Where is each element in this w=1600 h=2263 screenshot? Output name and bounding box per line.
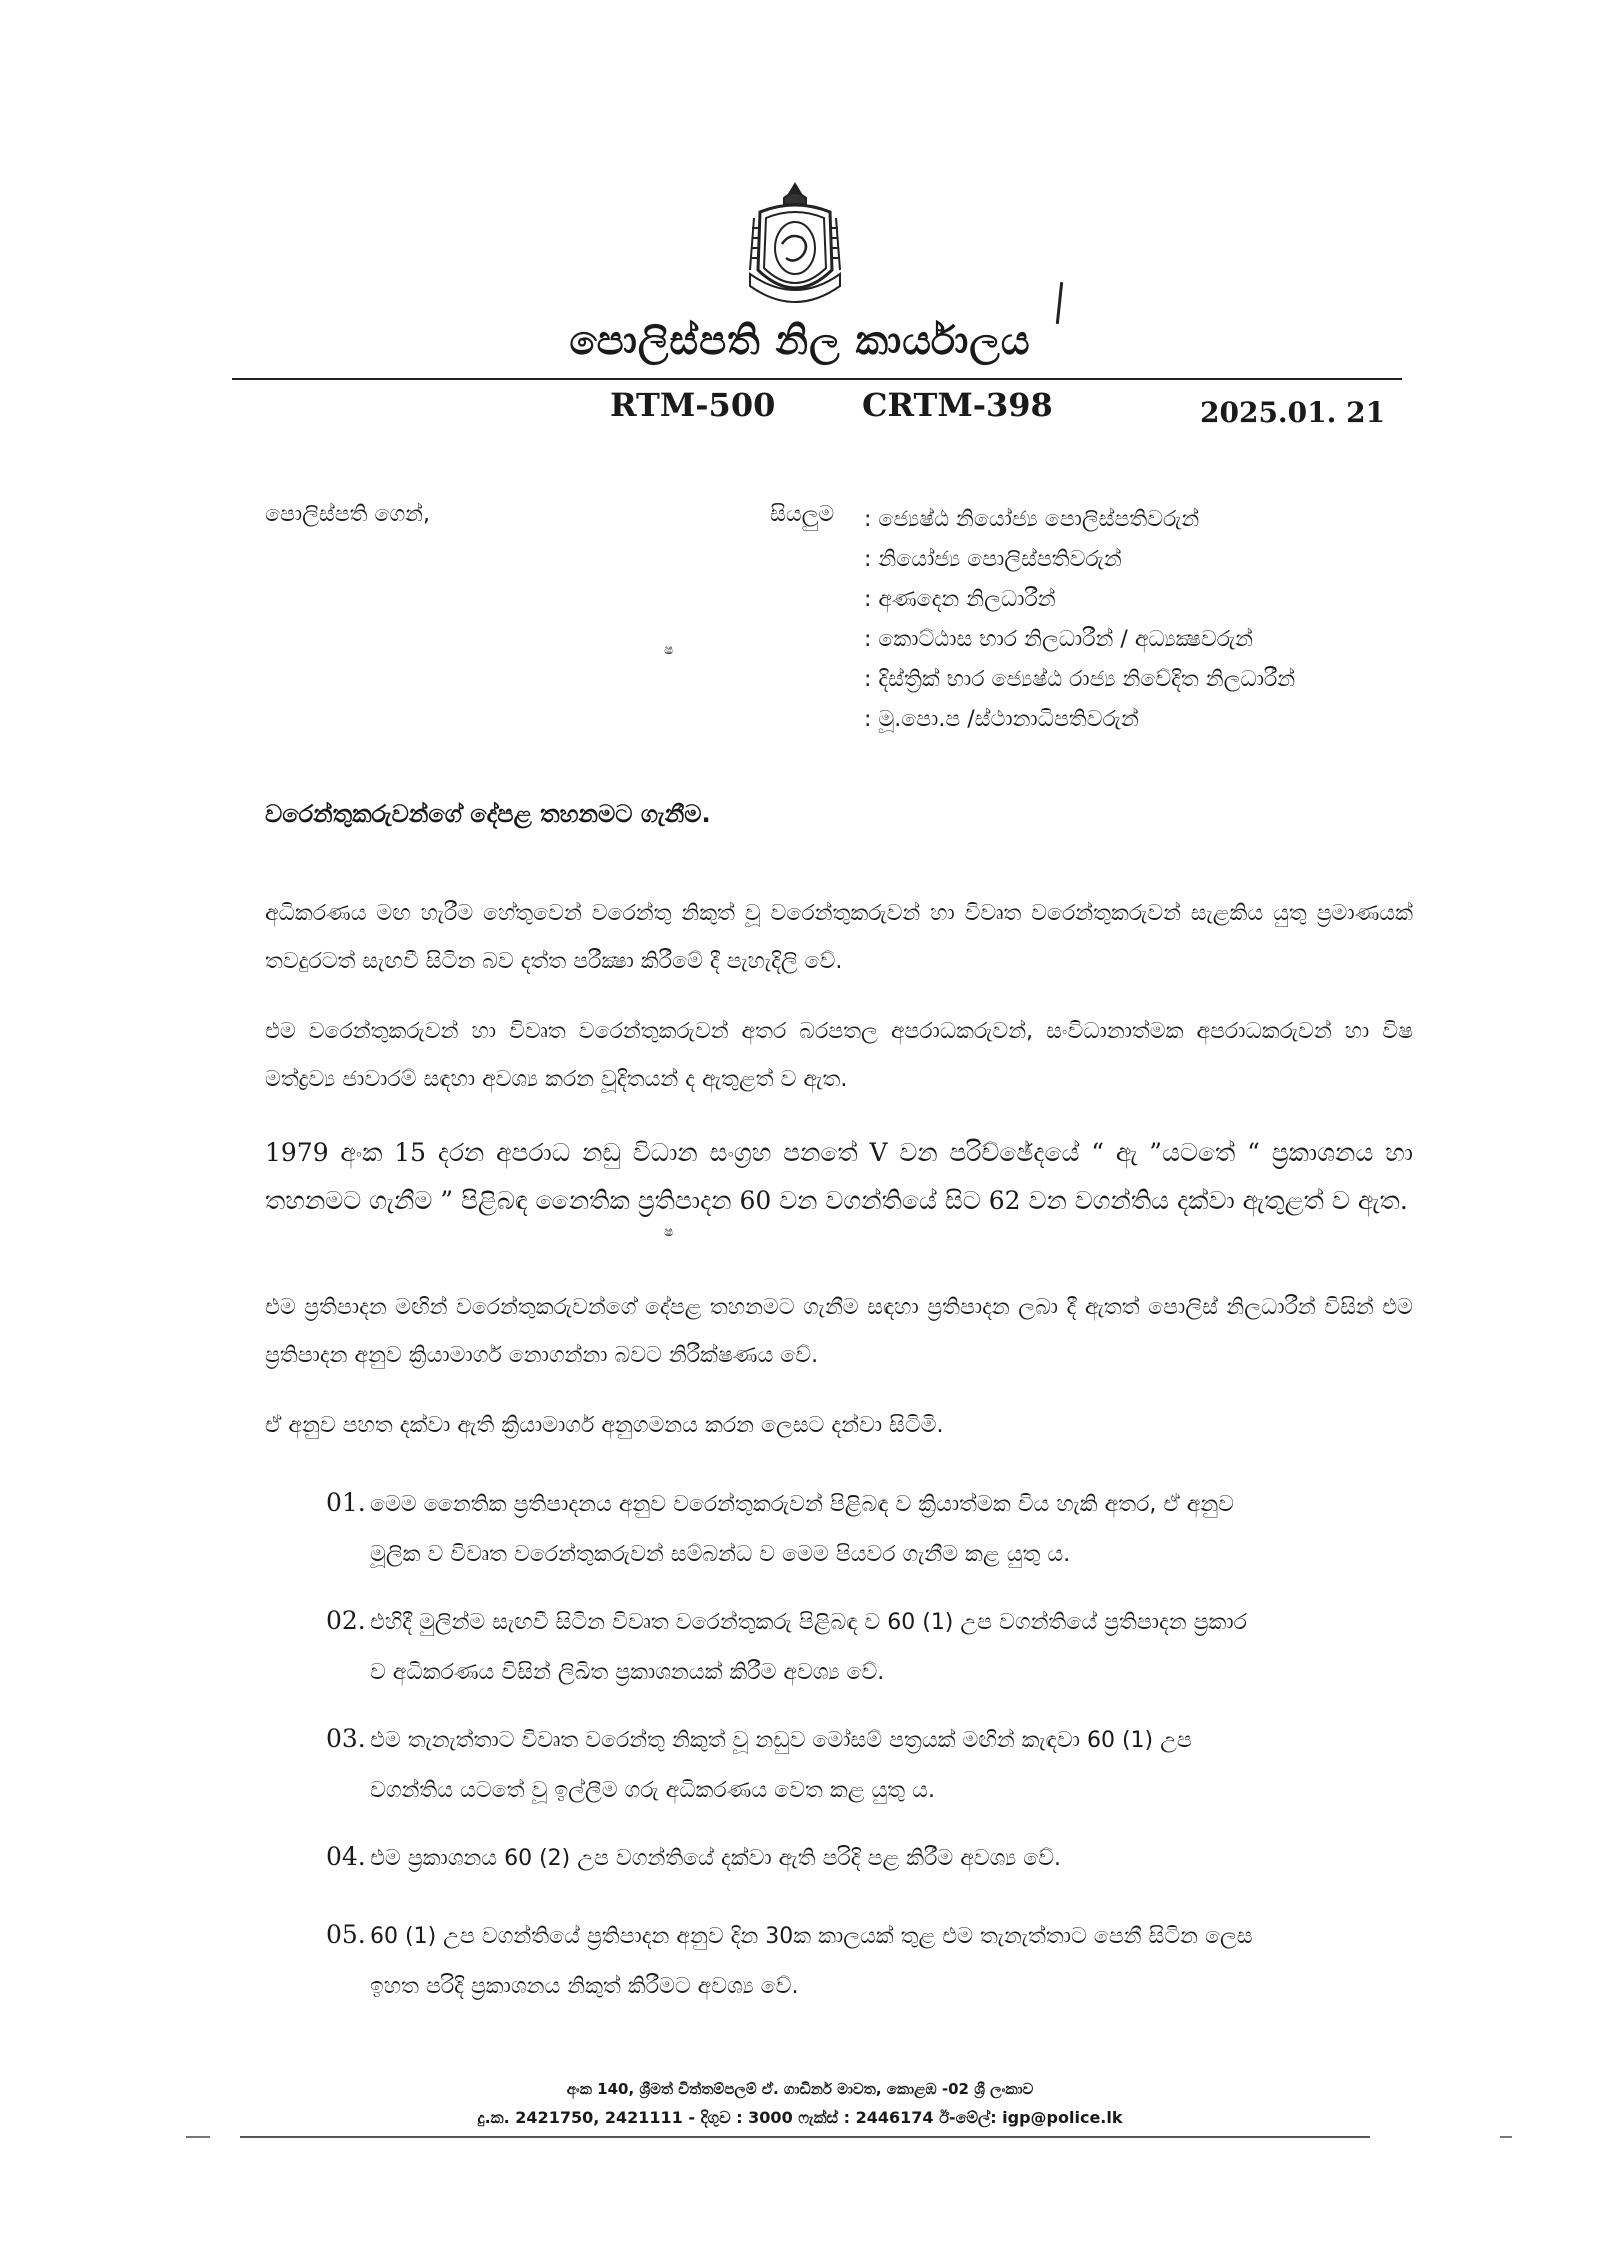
- scan-speck: ෂ: [664, 1224, 674, 1240]
- item-text-continued: වගන්තිය යටතේ වූ ඉල්ලීම ගරු අධිකරණය වෙත කළ යුතු ය.: [370, 1778, 935, 1803]
- body-paragraph: එම ප්‍රතිපාදන මඟින් වරෙන්තුකරුවන්ගේ දේපළ තහනමට ගැනීම සඳහා ප්‍රතිපාදන ලබා දී ඇතත් පොලිස් නිලධාරීන් විසින් එම ප්‍රතිපාදන අනුව ක්‍රියාමාර්ග නොගන්නා බවට නිරීක්ෂණය වේ.: [265, 1295, 1413, 1368]
- item-text: එම ප්‍රකාශනය 60 (2) උප වගන්තියේ දක්වා ඇති පරිදි පළ කිරීම අවශ්‍ය වේ.: [370, 1846, 1062, 1871]
- body-paragraph: 1979 අංක 15 දරන අපරාධ නඩු විධාන සංග්‍රහ පනතේ V වන පරිච්ඡේදයේ “ ඇ ”යටතේ “ ප්‍රකාශනය හා තහනමට ගැනීම ” පිළිබඳ නෛතික ප්‍රතිපාදන 60 වන වගන්තියේ සිට 62 වන වගන්තිය දක්වා ඇතුළත් ව ඇත.: [265, 1138, 1413, 1215]
- scan-edge-mark: [186, 2136, 210, 2138]
- header-divider: [232, 378, 1402, 380]
- numbered-item: [326, 1596, 1416, 1698]
- subject-heading: වරෙන්තුකරුවන්ගේ දේපළ තහනමට ගැනීම.: [265, 800, 711, 828]
- recipient-item: : ජ්‍යෙෂ්ඨ නියෝජ්‍ය පොලිස්පතිවරුන්: [864, 507, 1200, 532]
- numbered-item: [326, 1832, 1416, 1884]
- recipient-item: : දිස්ත්‍රික් භාර ජ්‍යෙෂ්ඨ රාජ්‍ය නිවේදිත නිලධාරීන්: [864, 667, 1296, 692]
- numbered-item: [326, 1714, 1416, 1816]
- reference-number-rtm: RTM-500: [610, 386, 776, 424]
- numbered-item: [326, 1910, 1416, 2012]
- recipient-item: : කොට්ඨාස භාර නිලධාරීන් / අධ්‍යක්‍ෂවරුන්: [864, 627, 1253, 652]
- item-number: 03.: [326, 1724, 366, 1753]
- item-text: මෙම නෛතික ප්‍රතිපාදනය අනුව වරෙන්තුකරුවන් පිළිබඳ ව ක්‍රියාත්මක විය හැකි අතර, ඒ අනුව: [370, 1492, 1234, 1517]
- footer-contacts: දු.ක. 2421750, 2421111 - දිගුව : 3000 ෆැක්ස් : 2446174 ඊ-මේල්: igp@police.lk: [477, 2108, 1123, 2127]
- item-number: 05.: [326, 1920, 366, 1949]
- recipient-item: : නියෝජ්‍ය පොලිස්පතිවරුන්: [864, 547, 1122, 572]
- recipients-list: [864, 500, 1295, 740]
- item-text: 60 (1) උප වගන්තියේ ප්‍රතිපාදන අනුව දින 30ක කාලයක් තුළ එම තැනැත්තාට පෙනී සිටින ලෙස: [370, 1924, 1253, 1949]
- footer-address: අංක 140, ශ්‍රීමත් චිත්තම්පලම් ඒ. ගාඩිනර් මාවත, කොළඹ -02 ශ්‍රී ලංකාව: [566, 2080, 1034, 2098]
- footer-divider: [240, 2136, 1370, 2138]
- sender-line: පොලිස්පති ගෙන්,: [265, 502, 431, 527]
- item-text-continued: මූලික ව විවෘත වරෙන්තුකරුවන් සම්බන්ධ ව මෙම පියවර ගැනීම කළ යුතු ය.: [370, 1542, 1071, 1567]
- recipient-item: : අණදෙන නිලධාරීන්: [864, 587, 1056, 612]
- item-number: 04.: [326, 1842, 366, 1871]
- body-paragraph: ඒ අනුව පහත දක්වා ඇති ක්‍රියාමාර්ග අනුගමනය කරන ලෙසට දන්වා සිටිමි.: [265, 1413, 944, 1438]
- body-paragraph: එම වරෙන්තුකරුවන් හා විවෘත වරෙන්තුකරුවන් අතර බරපතල අපරාධකරුවන්, සංවිධානාත්මක අපරාධකරුවන් හා විෂ මත්ද්‍රව්‍ය ජාවාරම් සඳහා අවශ්‍ය කරන වූදිතයන් ද ඇතුළත් ව ඇත.: [265, 1019, 1413, 1092]
- item-text: එම තැනැත්තාට විවෘත වරෙන්තු නිකුත් වූ නඩුව මෝසම් පත්‍රයක් මඟින් කැඳවා 60 (1) උප: [370, 1728, 1192, 1753]
- scan-speck: ෂ: [664, 642, 674, 658]
- item-text: එහිදී මුලින්ම සැඟවී සිටින විවෘත වරෙන්තුකරු පිළිබඳ ව 60 (1) උප වගන්තියේ ප්‍රතිපාදන ප්‍රකාර: [370, 1610, 1247, 1635]
- item-number: 02.: [326, 1606, 366, 1635]
- recipient-item: : මූ.පො.ප /ස්ථානාධිපතිවරුන්: [864, 707, 1139, 732]
- item-text-continued: ඉහත පරිදි ප්‍රකාශනය නිකුත් කිරීමට අවශ්‍ය වේ.: [370, 1974, 799, 1999]
- numbered-item: [326, 1478, 1416, 1580]
- police-emblem: [740, 178, 850, 318]
- reference-number-crtm: CRTM-398: [862, 386, 1053, 424]
- recipients-label: සියලුම: [770, 502, 835, 527]
- item-text-continued: ව අධිකරණය විසින් ලිඛිත ප්‍රකාශනයක් කිරීම අවශ්‍ය වේ.: [370, 1660, 885, 1685]
- scan-edge-mark: [1500, 2136, 1512, 2138]
- item-number: 01.: [326, 1488, 366, 1517]
- office-title: පොලිස්පති නිල කාර්යාලය: [569, 318, 1031, 364]
- letter-date: 2025.01. 21: [1200, 396, 1386, 429]
- body-paragraph: අධිකරණය මඟ හැරීම හේතුවෙන් වරෙන්තු නිකුත් වූ වරෙන්තුකරුවන් හා විවෘත වරෙන්තුකරුවන් සැළකිය යුතු ප්‍රමාණයක් තවදුරටත් සැඟවී සිටින බව දත්ත පරීක්‍ෂා කිරීමේ දී පැහැදිලි වේ.: [265, 901, 1413, 974]
